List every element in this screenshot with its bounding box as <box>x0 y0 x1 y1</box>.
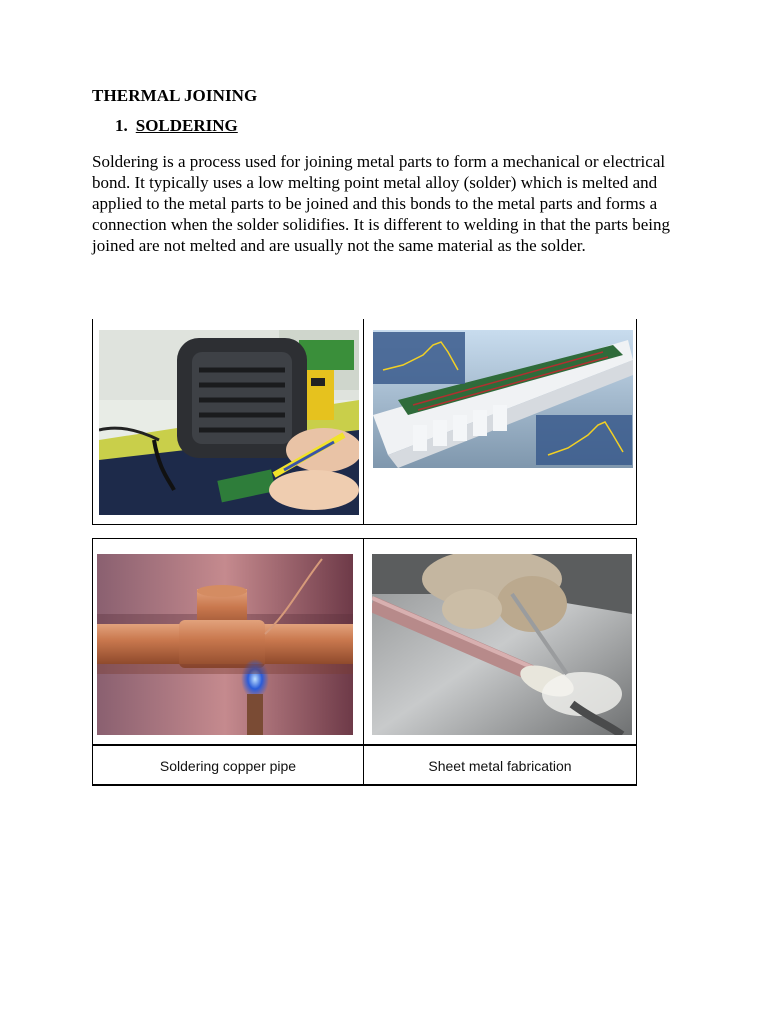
table1-right-border <box>636 319 637 525</box>
table1-bottom-border <box>92 524 637 525</box>
figure-table-2 <box>92 538 637 786</box>
table2-left-border <box>92 538 93 786</box>
table2-mid-border <box>363 538 364 786</box>
fume-extractor-soldering-photo <box>99 330 359 515</box>
table2-bottom-border <box>92 784 637 786</box>
section-number: 1. <box>115 116 128 135</box>
sheet-metal-photo <box>372 554 632 735</box>
section-heading-label: SOLDERING <box>135 116 238 135</box>
table2-right-border <box>636 538 637 786</box>
table1-mid-border <box>363 319 364 525</box>
table2-caption-divider <box>92 744 637 746</box>
table1-left-border <box>92 319 93 525</box>
reflow-oven-photo <box>373 330 633 468</box>
document-title: THERMAL JOINING <box>92 86 258 105</box>
copper-pipe-photo <box>97 554 353 735</box>
section-heading <box>115 116 238 136</box>
table2-top-border <box>92 538 637 539</box>
copper-pipe-caption: Soldering copper pipe <box>159 758 297 774</box>
body-paragraph: Soldering is a process used for joining metal parts to form a mechanical or electrical bond. It typically uses a low melting point metal alloy (solder) which is melted and applied to the metal parts to be joined and this bonds to the metal parts and forms a connection when the solder solidifies. It is different to welding in that the parts being joined are not melted and are usually not the same material as the solder. <box>92 152 671 255</box>
figure-table-1 <box>92 319 637 525</box>
sheet-metal-caption: Sheet metal fabrication <box>428 758 572 774</box>
